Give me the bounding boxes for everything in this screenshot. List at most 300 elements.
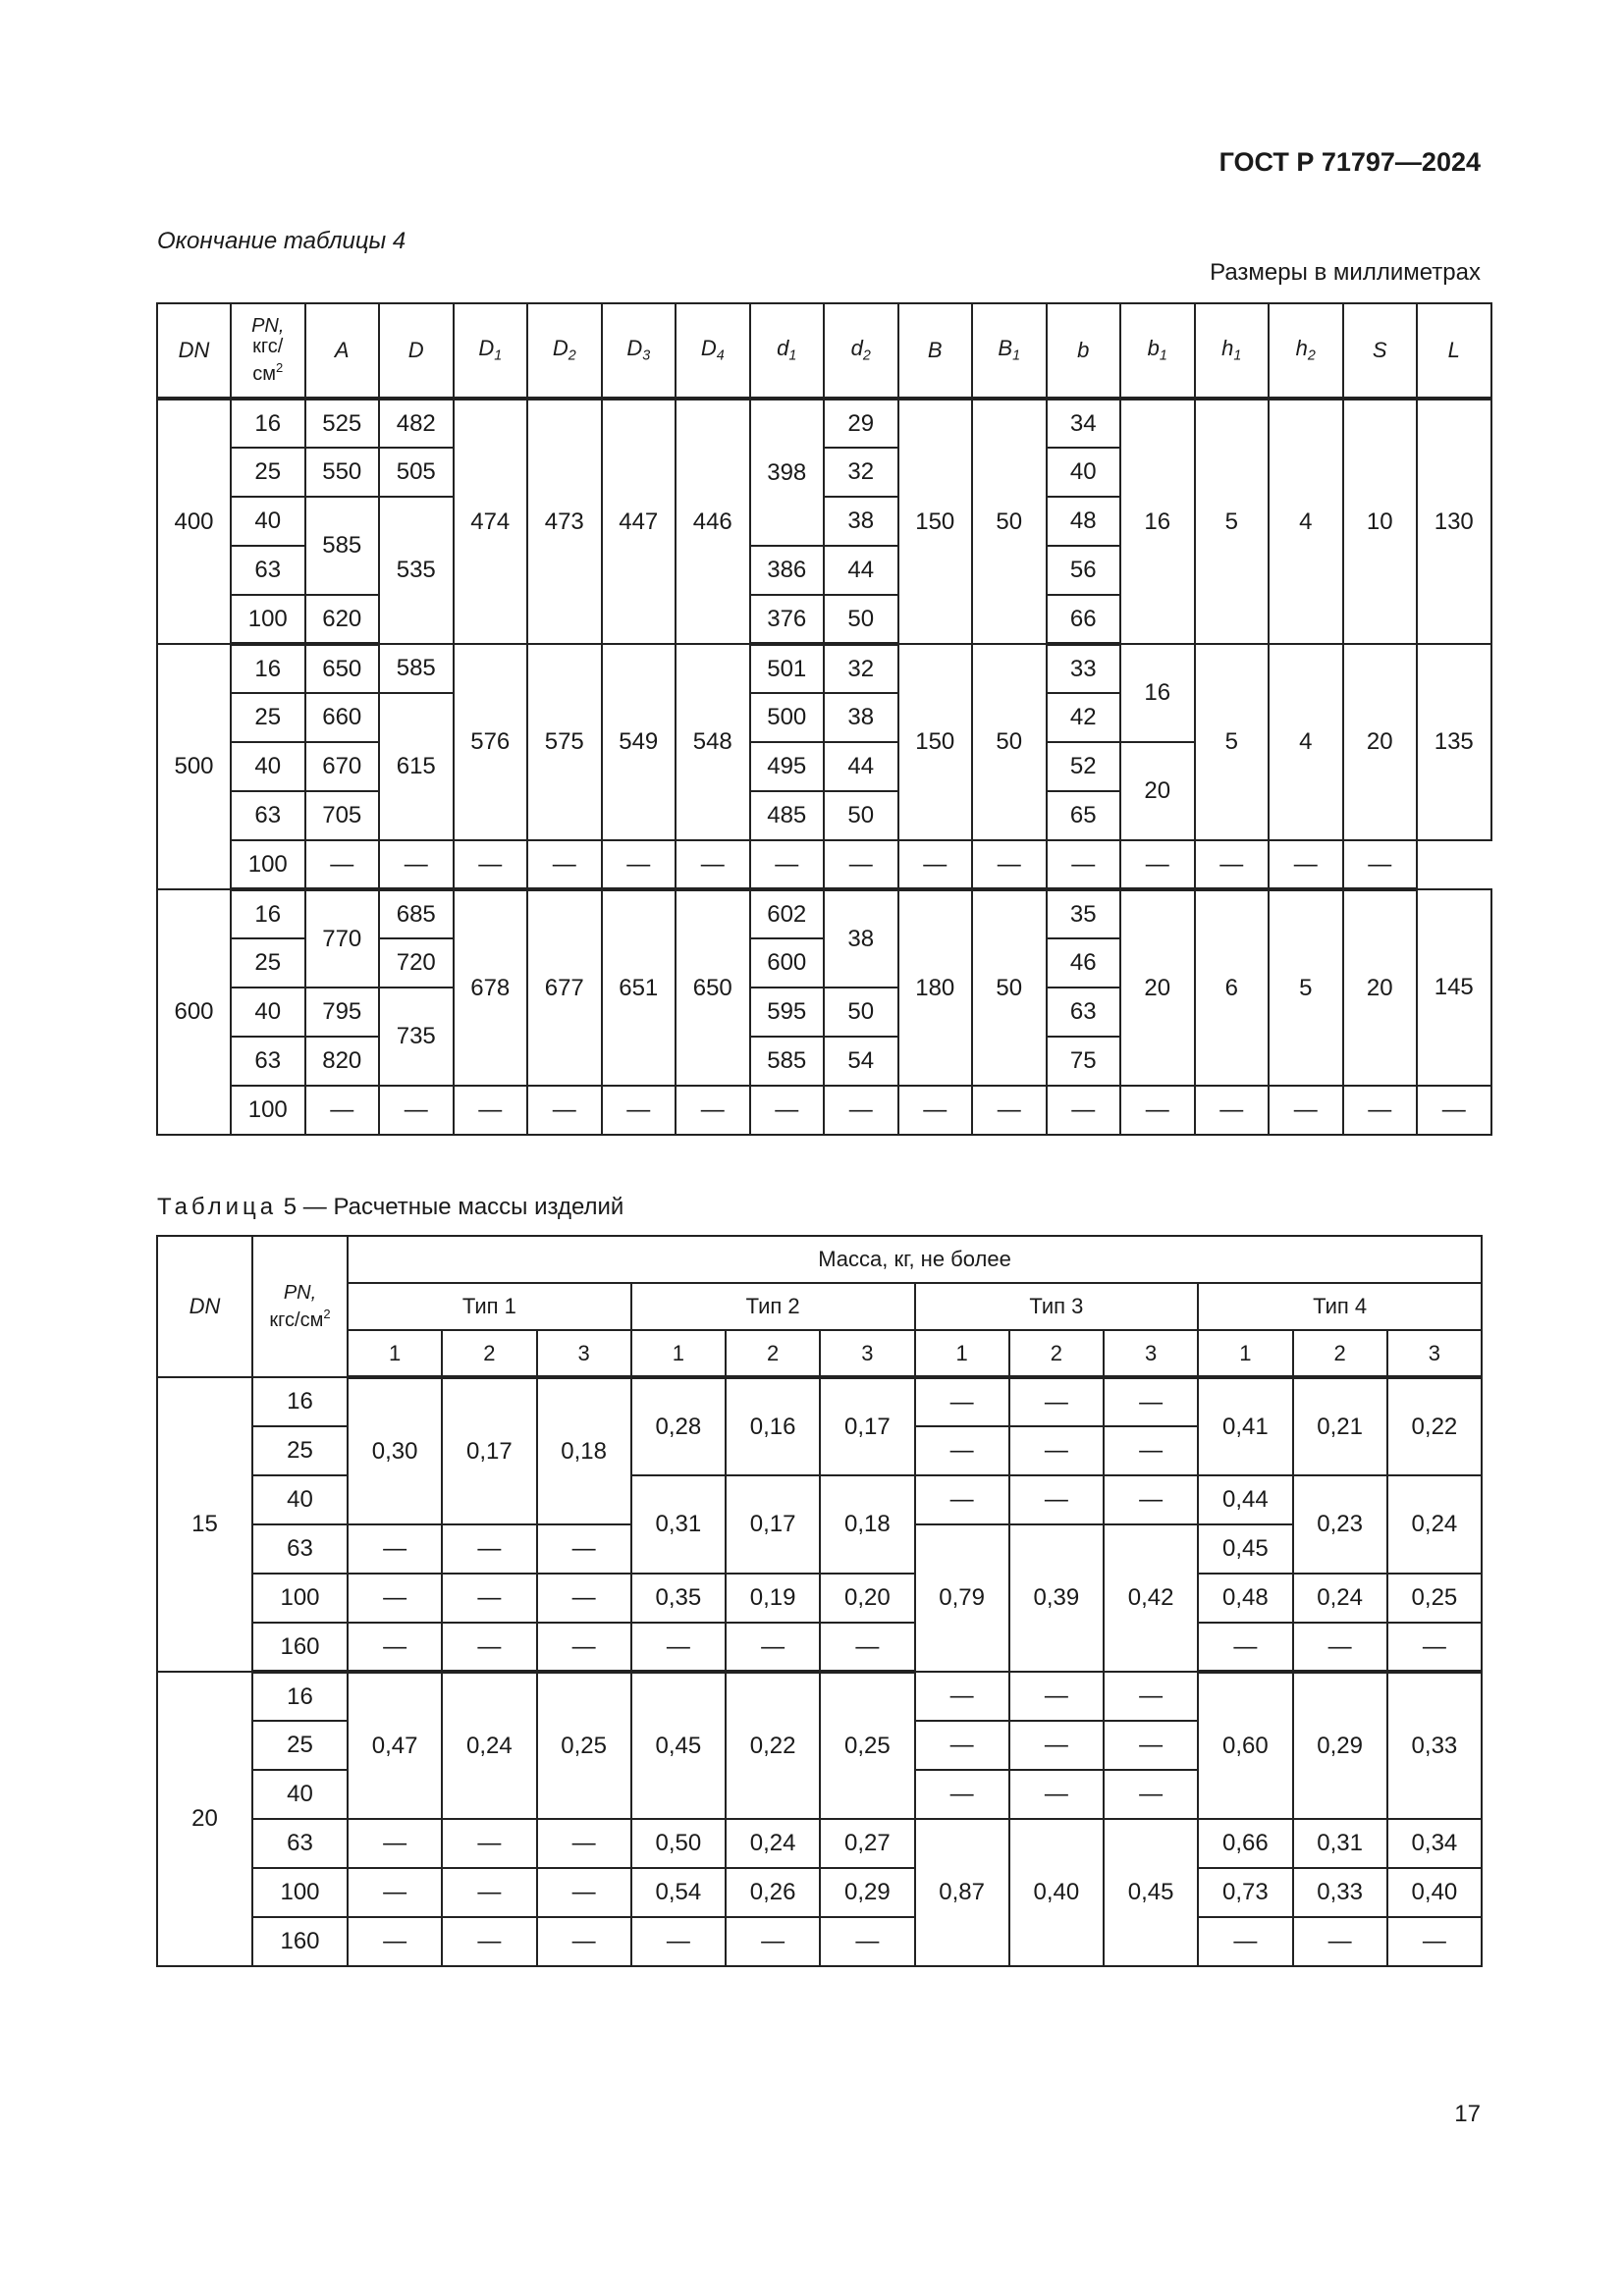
table-cell: 32 bbox=[824, 644, 898, 693]
header-l: L bbox=[1417, 303, 1491, 399]
table-row bbox=[157, 1868, 1482, 1917]
table-cell: — bbox=[1343, 1086, 1418, 1135]
table-cell: 550 bbox=[305, 448, 380, 497]
dn-cell: 500 bbox=[157, 644, 231, 889]
header-col: 1 bbox=[1198, 1330, 1292, 1377]
table-cell: 660 bbox=[305, 693, 380, 742]
table-cell: 548 bbox=[676, 644, 750, 840]
table-cell: — bbox=[1293, 1917, 1387, 1966]
table-cell: 0,40 bbox=[1387, 1868, 1482, 1917]
table-cell: — bbox=[1195, 1086, 1270, 1135]
table-cell: — bbox=[1104, 1770, 1198, 1819]
table-cell: 0,28 bbox=[631, 1377, 726, 1475]
table-cell: 50 bbox=[824, 988, 898, 1037]
table-cell: 585 bbox=[379, 644, 454, 693]
header-d1: $D_1$ bbox=[454, 303, 528, 399]
table-cell: 0,33 bbox=[1387, 1672, 1482, 1819]
pn-cell: 63 bbox=[231, 546, 305, 595]
header-col: 1 bbox=[631, 1330, 726, 1377]
table-cell: — bbox=[1104, 1426, 1198, 1475]
pn-cell: 25 bbox=[231, 938, 305, 988]
table-cell: — bbox=[1120, 1086, 1195, 1135]
table-cell: 0,48 bbox=[1198, 1574, 1292, 1623]
table-cell: — bbox=[537, 1524, 631, 1574]
table-row bbox=[157, 840, 1491, 889]
table-cell: — bbox=[1387, 1917, 1482, 1966]
table-cell: — bbox=[1417, 1086, 1491, 1135]
table-cell: — bbox=[348, 1819, 442, 1868]
table-cell: 525 bbox=[305, 399, 380, 448]
table-cell: 0,87 bbox=[915, 1819, 1009, 1966]
table-cell: 44 bbox=[824, 742, 898, 791]
table-cell: — bbox=[1293, 1623, 1387, 1672]
table-row bbox=[157, 644, 1491, 693]
table-cell: 585 bbox=[750, 1037, 825, 1086]
table4-units: Размеры в миллиметрах bbox=[1210, 259, 1481, 286]
table-cell: — bbox=[915, 1770, 1009, 1819]
header-b1-upper: $B_1$ bbox=[972, 303, 1047, 399]
table5 bbox=[156, 1235, 1483, 1967]
table-cell: — bbox=[915, 1426, 1009, 1475]
table-cell: 677 bbox=[527, 889, 602, 1086]
table-cell: 35 bbox=[1047, 889, 1121, 938]
table-cell: 20 bbox=[1120, 742, 1195, 840]
pn-cell: 63 bbox=[252, 1819, 348, 1868]
table-cell: — bbox=[915, 1377, 1009, 1426]
pn-cell: 100 bbox=[231, 1086, 305, 1135]
pn-cell: 40 bbox=[231, 742, 305, 791]
header-col: 2 bbox=[442, 1330, 536, 1377]
table-cell: 0,17 bbox=[726, 1475, 820, 1574]
table-cell: 38 bbox=[824, 889, 898, 988]
pn-cell: 100 bbox=[231, 840, 305, 889]
table-row bbox=[157, 1819, 1482, 1868]
table-cell: 56 bbox=[1047, 546, 1121, 595]
table-cell: 54 bbox=[824, 1037, 898, 1086]
table-cell: 16 bbox=[1120, 644, 1195, 742]
table-row bbox=[157, 1086, 1491, 1135]
table-cell: 602 bbox=[750, 889, 825, 938]
table-cell: 0,45 bbox=[631, 1672, 726, 1819]
table-cell: 0,17 bbox=[820, 1377, 914, 1475]
table-cell: — bbox=[442, 1623, 536, 1672]
header-dn: DN bbox=[157, 303, 231, 399]
table-cell: — bbox=[676, 840, 750, 889]
table-cell: — bbox=[1009, 1770, 1104, 1819]
table-cell: 770 bbox=[305, 889, 380, 988]
table-cell: 145 bbox=[1417, 889, 1491, 1086]
table-cell: — bbox=[537, 1868, 631, 1917]
table-cell: 50 bbox=[972, 889, 1047, 1086]
table-cell: 50 bbox=[972, 644, 1047, 840]
table-cell: — bbox=[1104, 1475, 1198, 1524]
table-row bbox=[157, 399, 1491, 448]
table-cell: — bbox=[1120, 840, 1195, 889]
table-cell: 46 bbox=[1047, 938, 1121, 988]
table-cell: 0,34 bbox=[1387, 1819, 1482, 1868]
dn-cell: 20 bbox=[157, 1672, 252, 1966]
table5-header-row bbox=[157, 1283, 1482, 1330]
pn-cell: 16 bbox=[231, 644, 305, 693]
header-type-3: Тип 3 bbox=[915, 1283, 1199, 1330]
table-cell: — bbox=[454, 840, 528, 889]
header-d: D bbox=[379, 303, 454, 399]
table-cell: — bbox=[1009, 1475, 1104, 1524]
header-small-d1: $d_1$ bbox=[750, 303, 825, 399]
table-cell: 474 bbox=[454, 399, 528, 644]
table-cell: 651 bbox=[602, 889, 677, 1086]
table-cell: 505 bbox=[379, 448, 454, 497]
pn-cell: 40 bbox=[252, 1475, 348, 1524]
table-cell: 0,18 bbox=[820, 1475, 914, 1574]
dn-cell: 15 bbox=[157, 1377, 252, 1672]
table-cell: 0,30 bbox=[348, 1377, 442, 1524]
table-row bbox=[157, 1917, 1482, 1966]
table-cell: 20 bbox=[1120, 889, 1195, 1086]
header-dn: DN bbox=[157, 1236, 252, 1377]
table-cell: 705 bbox=[305, 791, 380, 840]
table-cell: — bbox=[898, 1086, 973, 1135]
table-cell: — bbox=[537, 1574, 631, 1623]
table-cell: — bbox=[1047, 1086, 1121, 1135]
table-cell: 595 bbox=[750, 988, 825, 1037]
table-cell: — bbox=[537, 1917, 631, 1966]
table-cell: 0,40 bbox=[1009, 1819, 1104, 1966]
header-d2: $D_2$ bbox=[527, 303, 602, 399]
table-cell: 585 bbox=[305, 497, 380, 595]
table-cell: 0,25 bbox=[537, 1672, 631, 1819]
table-cell: — bbox=[454, 1086, 528, 1135]
pn-cell: 63 bbox=[231, 791, 305, 840]
header-a: A bbox=[305, 303, 380, 399]
table-cell: 0,31 bbox=[1293, 1819, 1387, 1868]
pn-cell: 25 bbox=[252, 1426, 348, 1475]
table-cell: 33 bbox=[1047, 644, 1121, 693]
pn-cell: 160 bbox=[252, 1917, 348, 1966]
table-cell: — bbox=[1009, 1426, 1104, 1475]
pn-cell: 100 bbox=[231, 595, 305, 644]
table-cell: — bbox=[1009, 1721, 1104, 1770]
table-cell: 670 bbox=[305, 742, 380, 791]
header-col: 2 bbox=[726, 1330, 820, 1377]
table-cell: 0,24 bbox=[1293, 1574, 1387, 1623]
table-cell: 48 bbox=[1047, 497, 1121, 546]
pn-cell: 40 bbox=[231, 988, 305, 1037]
table4-header-row bbox=[157, 303, 1491, 399]
table-cell: 0,54 bbox=[631, 1868, 726, 1917]
dn-cell: 400 bbox=[157, 399, 231, 644]
table-cell: 5 bbox=[1195, 399, 1270, 644]
pn-cell: 25 bbox=[231, 448, 305, 497]
table-cell: 495 bbox=[750, 742, 825, 791]
table-cell: 0,27 bbox=[820, 1819, 914, 1868]
table-cell: 0,24 bbox=[1387, 1475, 1482, 1574]
table-cell: 0,22 bbox=[1387, 1377, 1482, 1475]
header-b-upper: B bbox=[898, 303, 973, 399]
document-code: ГОСТ Р 71797—2024 bbox=[1218, 147, 1481, 177]
table-cell: — bbox=[305, 1086, 380, 1135]
table-cell: 650 bbox=[305, 644, 380, 693]
table-cell: — bbox=[1269, 1086, 1343, 1135]
table-cell: 135 bbox=[1417, 644, 1491, 840]
table4 bbox=[156, 302, 1492, 1136]
table-row bbox=[157, 1574, 1482, 1623]
table-cell: 0,20 bbox=[820, 1574, 914, 1623]
pn-cell: 63 bbox=[231, 1037, 305, 1086]
table-cell: — bbox=[750, 1086, 825, 1135]
table-cell: — bbox=[348, 1917, 442, 1966]
pn-cell: 160 bbox=[252, 1623, 348, 1672]
table-cell: — bbox=[348, 1868, 442, 1917]
table-cell: 795 bbox=[305, 988, 380, 1037]
table-cell: — bbox=[442, 1868, 536, 1917]
header-b: b bbox=[1047, 303, 1121, 399]
table-cell: 720 bbox=[379, 938, 454, 988]
table-row bbox=[157, 1377, 1482, 1426]
pn-cell: 40 bbox=[231, 497, 305, 546]
table-cell: 42 bbox=[1047, 693, 1121, 742]
pn-cell: 40 bbox=[252, 1770, 348, 1819]
table-cell: 16 bbox=[1120, 399, 1195, 644]
header-h2: $h_2$ bbox=[1269, 303, 1343, 399]
table-cell: 65 bbox=[1047, 791, 1121, 840]
table-cell: — bbox=[820, 1623, 914, 1672]
table-cell: — bbox=[1104, 1672, 1198, 1721]
table-cell: 0,22 bbox=[726, 1672, 820, 1819]
pn-cell: 16 bbox=[231, 889, 305, 938]
table-cell: 0,24 bbox=[442, 1672, 536, 1819]
table-cell: — bbox=[442, 1819, 536, 1868]
table-cell: 44 bbox=[824, 546, 898, 595]
table-cell: 600 bbox=[750, 938, 825, 988]
table-cell: — bbox=[527, 840, 602, 889]
table-cell: 0,25 bbox=[1387, 1574, 1482, 1623]
table-cell: — bbox=[537, 1819, 631, 1868]
table-cell: — bbox=[1009, 1672, 1104, 1721]
table-row bbox=[157, 1623, 1482, 1672]
table-cell: 63 bbox=[1047, 988, 1121, 1037]
table-cell: 20 bbox=[1343, 644, 1418, 840]
table-cell: 447 bbox=[602, 399, 677, 644]
table-cell: — bbox=[631, 1917, 726, 1966]
table-cell: 0,42 bbox=[1104, 1524, 1198, 1672]
table-cell: 0,23 bbox=[1293, 1475, 1387, 1574]
table-cell: 0,47 bbox=[348, 1672, 442, 1819]
header-b1: $b_1$ bbox=[1120, 303, 1195, 399]
table-cell: 482 bbox=[379, 399, 454, 448]
table-cell: 75 bbox=[1047, 1037, 1121, 1086]
table-cell: 398 bbox=[750, 399, 825, 546]
table-cell: 0,66 bbox=[1198, 1819, 1292, 1868]
header-col: 3 bbox=[1104, 1330, 1198, 1377]
table-cell: — bbox=[442, 1574, 536, 1623]
header-pn: PN, кгс/ $см^2$ bbox=[231, 303, 305, 399]
header-col: 2 bbox=[1293, 1330, 1387, 1377]
table-cell: — bbox=[1387, 1623, 1482, 1672]
table-cell: 735 bbox=[379, 988, 454, 1086]
table-cell: — bbox=[915, 1672, 1009, 1721]
table-cell: — bbox=[824, 840, 898, 889]
pn-cell: 100 bbox=[252, 1574, 348, 1623]
table-cell: 29 bbox=[824, 399, 898, 448]
table-cell: — bbox=[1269, 840, 1343, 889]
table-cell: 50 bbox=[972, 399, 1047, 644]
table-cell: 0,60 bbox=[1198, 1672, 1292, 1819]
table-cell: 0,33 bbox=[1293, 1868, 1387, 1917]
header-col: 3 bbox=[537, 1330, 631, 1377]
table-cell: 685 bbox=[379, 889, 454, 938]
table-cell: 376 bbox=[750, 595, 825, 644]
table-cell: 500 bbox=[750, 693, 825, 742]
table-cell: — bbox=[631, 1623, 726, 1672]
table-cell: — bbox=[602, 1086, 677, 1135]
table-cell: — bbox=[824, 1086, 898, 1135]
table-cell: — bbox=[676, 1086, 750, 1135]
table-cell: — bbox=[602, 840, 677, 889]
table-cell: 52 bbox=[1047, 742, 1121, 791]
table-cell: — bbox=[1104, 1721, 1198, 1770]
dn-cell: 600 bbox=[157, 889, 231, 1135]
table-cell: — bbox=[537, 1623, 631, 1672]
table-cell: 0,79 bbox=[915, 1524, 1009, 1672]
table-cell: — bbox=[379, 840, 454, 889]
table-cell: 0,19 bbox=[726, 1574, 820, 1623]
header-d4: $D_4$ bbox=[676, 303, 750, 399]
table5-title: Таблица 5 — Расчетные массы изделий bbox=[157, 1194, 624, 1220]
pn-cell: 16 bbox=[231, 399, 305, 448]
table-cell: 0,29 bbox=[820, 1868, 914, 1917]
header-col: 2 bbox=[1009, 1330, 1104, 1377]
table-cell: 535 bbox=[379, 497, 454, 644]
table-cell: 0,17 bbox=[442, 1377, 536, 1524]
pn-cell: 16 bbox=[252, 1672, 348, 1721]
table-cell: 620 bbox=[305, 595, 380, 644]
table-cell: 38 bbox=[824, 497, 898, 546]
pn-cell: 16 bbox=[252, 1377, 348, 1426]
header-col: 3 bbox=[1387, 1330, 1482, 1377]
table-cell: 4 bbox=[1269, 644, 1343, 840]
header-s: S bbox=[1343, 303, 1418, 399]
header-col: 1 bbox=[915, 1330, 1009, 1377]
table-cell: 0,41 bbox=[1198, 1377, 1292, 1475]
table5-header-row bbox=[157, 1236, 1482, 1283]
table-cell: 0,45 bbox=[1198, 1524, 1292, 1574]
table-cell: 6 bbox=[1195, 889, 1270, 1086]
pn-cell: 25 bbox=[252, 1721, 348, 1770]
table-cell: — bbox=[442, 1917, 536, 1966]
table-row bbox=[157, 889, 1491, 938]
table-cell: — bbox=[972, 1086, 1047, 1135]
table-cell: 576 bbox=[454, 644, 528, 840]
header-type-4: Тип 4 bbox=[1198, 1283, 1482, 1330]
table-cell: 10 bbox=[1343, 399, 1418, 644]
table-cell: 615 bbox=[379, 693, 454, 840]
table-cell: 473 bbox=[527, 399, 602, 644]
table-cell: — bbox=[750, 840, 825, 889]
table-cell: 386 bbox=[750, 546, 825, 595]
header-small-d2: $d_2$ bbox=[824, 303, 898, 399]
table-cell: 0,73 bbox=[1198, 1868, 1292, 1917]
page-number: 17 bbox=[1454, 2101, 1481, 2127]
table-cell: — bbox=[1047, 840, 1121, 889]
table-cell: 0,50 bbox=[631, 1819, 726, 1868]
table-cell: 575 bbox=[527, 644, 602, 840]
header-mass: Масса, кг, не более bbox=[348, 1236, 1482, 1283]
table-cell: 501 bbox=[750, 644, 825, 693]
table-cell: 50 bbox=[824, 595, 898, 644]
table-cell: 0,16 bbox=[726, 1377, 820, 1475]
table-cell: 0,44 bbox=[1198, 1475, 1292, 1524]
table-cell: — bbox=[915, 1475, 1009, 1524]
table-cell: — bbox=[348, 1574, 442, 1623]
table-cell: 4 bbox=[1269, 399, 1343, 644]
header-col: 1 bbox=[348, 1330, 442, 1377]
header-col: 3 bbox=[820, 1330, 914, 1377]
pn-cell: 25 bbox=[231, 693, 305, 742]
table-cell: 34 bbox=[1047, 399, 1121, 448]
table-cell: 150 bbox=[898, 399, 973, 644]
table-cell: — bbox=[1195, 840, 1270, 889]
table-cell: — bbox=[820, 1917, 914, 1966]
table-cell: — bbox=[442, 1524, 536, 1574]
table-cell: 5 bbox=[1195, 644, 1270, 840]
table-cell: — bbox=[348, 1623, 442, 1672]
table-cell: 0,26 bbox=[726, 1868, 820, 1917]
table-cell: — bbox=[726, 1623, 820, 1672]
table4-continuation-title: Окончание таблицы 4 bbox=[157, 228, 406, 254]
table-cell: — bbox=[898, 840, 973, 889]
table-cell: — bbox=[1009, 1377, 1104, 1426]
table-cell: 66 bbox=[1047, 595, 1121, 644]
table-cell: — bbox=[1198, 1623, 1292, 1672]
table-cell: 0,25 bbox=[820, 1672, 914, 1819]
table-cell: 0,31 bbox=[631, 1475, 726, 1574]
table-cell: 446 bbox=[676, 399, 750, 644]
table-cell: 38 bbox=[824, 693, 898, 742]
table-cell: — bbox=[379, 1086, 454, 1135]
table-cell: 0,21 bbox=[1293, 1377, 1387, 1475]
table-cell: 50 bbox=[824, 791, 898, 840]
table-cell: 130 bbox=[1417, 399, 1491, 644]
table5-header-row bbox=[157, 1330, 1482, 1377]
table-cell: 5 bbox=[1269, 889, 1343, 1086]
table-cell: 820 bbox=[305, 1037, 380, 1086]
header-h1: $h_1$ bbox=[1195, 303, 1270, 399]
pn-cell: 63 bbox=[252, 1524, 348, 1574]
table-cell: 32 bbox=[824, 448, 898, 497]
table-cell: 678 bbox=[454, 889, 528, 1086]
table-cell: 150 bbox=[898, 644, 973, 840]
table-cell: 0,35 bbox=[631, 1574, 726, 1623]
table-cell: 0,24 bbox=[726, 1819, 820, 1868]
table-cell: — bbox=[972, 840, 1047, 889]
table-row bbox=[157, 1672, 1482, 1721]
table-cell: — bbox=[527, 1086, 602, 1135]
header-pn: PN, кгс/$см^2$ bbox=[252, 1236, 348, 1377]
table-cell: 549 bbox=[602, 644, 677, 840]
table-cell: — bbox=[1343, 840, 1418, 889]
table-cell: — bbox=[1198, 1917, 1292, 1966]
table-cell: — bbox=[305, 840, 380, 889]
table-cell: 0,29 bbox=[1293, 1672, 1387, 1819]
table-cell: — bbox=[348, 1524, 442, 1574]
table-cell: — bbox=[1104, 1377, 1198, 1426]
table-cell: — bbox=[726, 1917, 820, 1966]
table-cell: 0,39 bbox=[1009, 1524, 1104, 1672]
table-cell: 485 bbox=[750, 791, 825, 840]
table-cell: 0,18 bbox=[537, 1377, 631, 1524]
header-type-1: Тип 1 bbox=[348, 1283, 631, 1330]
